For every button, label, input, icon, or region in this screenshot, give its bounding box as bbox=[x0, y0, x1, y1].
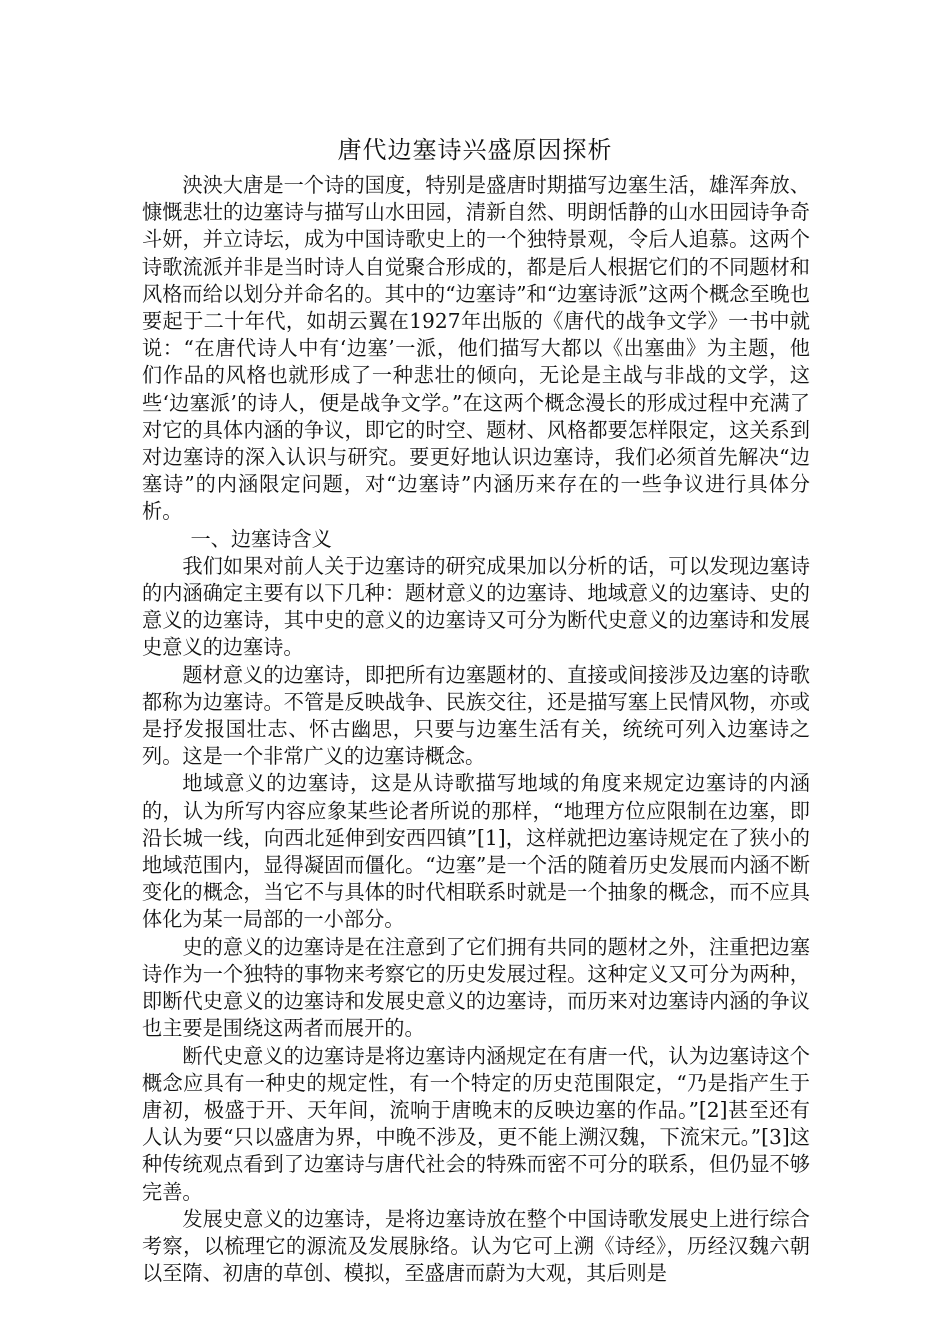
section-heading: 一、边塞诗含义 bbox=[190, 526, 332, 551]
paragraph-historical-meaning: 史的意义的边塞诗是在注意到了它们拥有共同的题材之外，注重把边塞诗作为一个独特的事物来考察它的历史发展过程。这种定义又可分为两种，即断代史意义的边塞诗和发展史意义的边塞诗，而历来对边塞诗内涵的争议也主要是围绕这两者而展开的。 bbox=[142, 934, 810, 1041]
document-title: 唐代边塞诗兴盛原因探析 bbox=[337, 136, 613, 164]
paragraph-development-history: 发展史意义的边塞诗，是将边塞诗放在整个中国诗歌发展史上进行综合考察，以梳理它的源流及发展脉络。认为它可上溯《诗经》，历经汉魏六朝以至隋、初唐的草创、模拟，至盛唐而蔚为大观，其后则是 bbox=[142, 1206, 810, 1286]
paragraph-regional-meaning: 地域意义的边塞诗，这是从诗歌描写地域的角度来规定边塞诗的内涵的，认为所写内容应象某些论者所说的那样，“地理方位应限制在边塞，即沿长城一线，向西北延伸到安西四镇”[1]，这样就把边塞诗规定在了狭小的地域范围内，显得凝固而僵化。“边塞”是一个活的随着历史发展而内涵不断变化的概念，当它不与具体的时代相联系时就是一个抽象的概念，而不应具体化为某一局部的一小部分。 bbox=[142, 771, 810, 932]
paragraph-dynastic-history: 断代史意义的边塞诗是将边塞诗内涵规定在有唐一代，认为边塞诗这个概念应具有一种史的规定性，有一个特定的历史范围限定，“乃是指产生于唐初，极盛于开、天年间，流响于唐晚末的反映边塞的作品。”[2]甚至还有人认为要“只以盛唐为界，中晚不涉及，更不能上溯汉魏，下流宋元。”[3]这种传统观点看到了边塞诗与唐代社会的特殊而密不可分的联系，但仍显不够完善。 bbox=[142, 1043, 810, 1204]
paragraph-subject-meaning: 题材意义的边塞诗，即把所有边塞题材的、直接或间接涉及边塞的诗歌都称为边塞诗。不管是反映战争、民族交往，还是描写塞上民情风物，亦或是抒发报国壮志、怀古幽思，只要与边塞生活有关，统统可列入边塞诗之列。这是一个非常广义的边塞诗概念。 bbox=[142, 662, 810, 769]
document-body bbox=[142, 172, 810, 1287]
paragraph-overview: 我们如果对前人关于边塞诗的研究成果加以分析的话，可以发现边塞诗的内涵确定主要有以下几种：题材意义的边塞诗、地域意义的边塞诗、史的意义的边塞诗，其中史的意义的边塞诗又可分为断代史意义的边塞诗和发展史意义的边塞诗。 bbox=[142, 553, 810, 660]
paragraph-intro: 泱泱大唐是一个诗的国度，特别是盛唐时期描写边塞生活，雄浑奔放、慷慨悲壮的边塞诗与描写山水田园，清新自然、明朗恬静的山水田园诗争奇斗妍，并立诗坛，成为中国诗歌史上的一个独特景观，令后人追慕。这两个诗歌流派并非是当时诗人自觉聚合形成的，都是后人根据它们的不同题材和风格而给以划分并命名的。其中的“边塞诗”和“边塞诗派”这两个概念至晚也要起于二十年代，如胡云翼在1927年出版的《唐代的战争文学》一书中就说：“在唐代诗人中有‘边塞’一派，他们描写大都以《出塞曲》为主题，他们作品的风格也就形成了一种悲壮的倾向，无论是主战与非战的文学，这些‘边塞派’的诗人，便是战争文学。”在这两个概念漫长的形成过程中充满了对它的具体内涵的争议，即它的时空、题材、风格都要怎样限定，这关系到对边塞诗的深入认识与研究。要更好地认识边塞诗，我们必须首先解决“边塞诗”的内涵限定问题，对“边塞诗”内涵历来存在的一些争议进行具体分析。 bbox=[142, 173, 810, 524]
